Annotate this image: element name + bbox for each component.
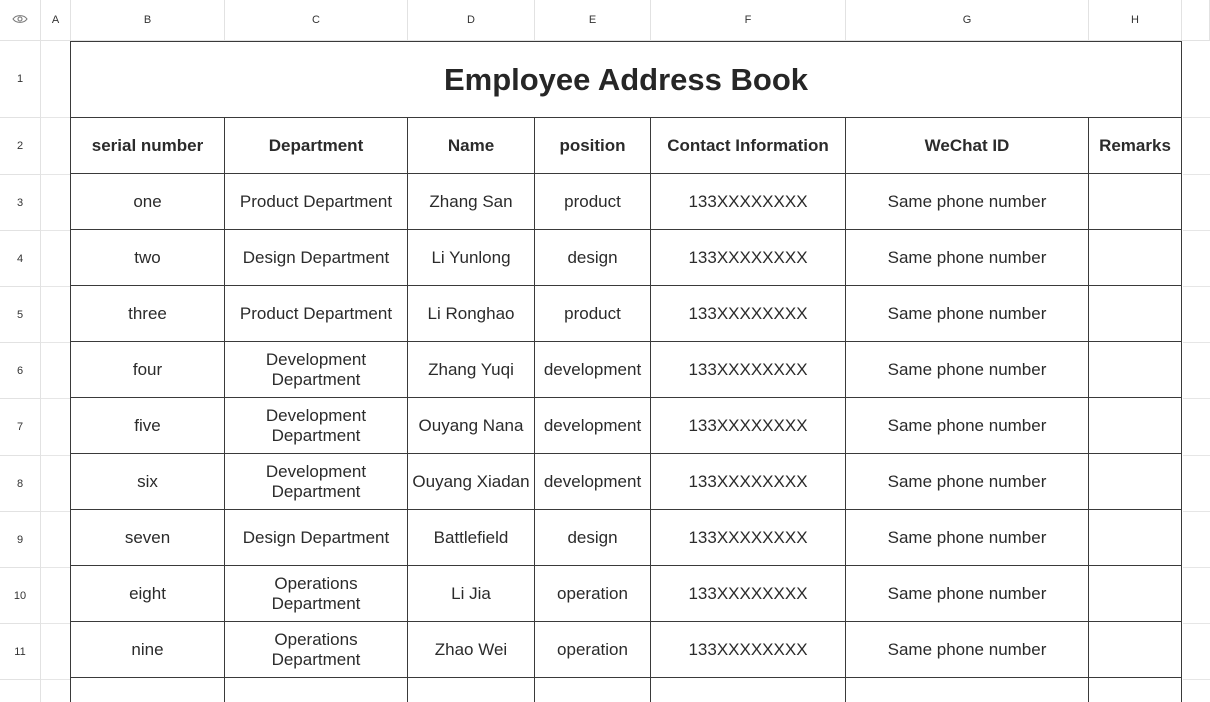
cell-wechat-id[interactable]: Same phone number [846,454,1089,510]
gridline [41,174,70,175]
cell-serial-number[interactable]: nine [71,622,225,678]
cell-remarks[interactable] [1089,566,1182,622]
row-header-1[interactable]: 1 [0,41,41,118]
cell-serial-number[interactable] [71,678,225,702]
cell-remarks[interactable] [1089,286,1182,342]
column-header-f[interactable]: F [651,0,846,41]
gridline [1183,623,1210,624]
gridline [1183,174,1210,175]
cell-position[interactable]: design [535,230,651,286]
header-serial-number[interactable]: serial number [71,118,225,174]
row-header-2[interactable]: 2 [0,118,41,175]
cell-position[interactable]: development [535,342,651,398]
gridline [1183,398,1210,399]
select-all-corner[interactable] [0,0,41,41]
cell-wechat-id[interactable]: Same phone number [846,398,1089,454]
gridline [1183,567,1210,568]
header-wechat-id[interactable]: WeChat ID [846,118,1089,174]
cell-contact-information[interactable]: 133XXXXXXXX [651,342,846,398]
cell-wechat-id[interactable]: Same phone number [846,342,1089,398]
header-department[interactable]: Department [225,118,408,174]
row-header-10[interactable]: 10 [0,568,41,624]
cell-serial-number[interactable]: two [71,230,225,286]
cell-remarks[interactable] [1089,342,1182,398]
address-book-table [70,41,1182,702]
cell-contact-information[interactable]: 133XXXXXXXX [651,510,846,566]
trailing-gridline [1182,41,1210,702]
column-header-a[interactable]: A [41,0,71,41]
header-contact-information[interactable]: Contact Information [651,118,846,174]
header-position[interactable]: position [535,118,651,174]
column-header-e[interactable]: E [535,0,651,41]
gridline [41,455,70,456]
table-row [71,454,1182,510]
gridline [1183,230,1210,231]
cell-position[interactable]: product [535,286,651,342]
cell-wechat-id[interactable]: Same phone number [846,622,1089,678]
column-header-h[interactable]: H [1089,0,1182,41]
cell-serial-number[interactable]: six [71,454,225,510]
column-header-d[interactable]: D [408,0,535,41]
cell-contact-information[interactable]: 133XXXXXXXX [651,230,846,286]
cell-contact-information[interactable]: 133XXXXXXXX [651,398,846,454]
cell-position[interactable]: design [535,510,651,566]
gridline [41,623,70,624]
cell-position[interactable] [535,678,651,702]
gridline [41,679,70,680]
table-row [71,510,1182,566]
gridline [41,398,70,399]
cell-position[interactable]: development [535,454,651,510]
gridline [1183,117,1210,118]
title-row [71,42,1182,118]
cell-remarks[interactable] [1089,174,1182,230]
gridline [41,567,70,568]
cell-department[interactable]: Product Department [225,174,408,230]
header-remarks[interactable]: Remarks [1089,118,1182,174]
column-header-c[interactable]: C [225,0,408,41]
cell-department[interactable] [225,678,408,702]
cell-contact-information[interactable]: 133XXXXXXXX [651,286,846,342]
gridline [1183,342,1210,343]
column-header-b[interactable]: B [71,0,225,41]
cell-remarks[interactable] [1089,510,1182,566]
gridline [1183,679,1210,680]
cell-wechat-id[interactable]: Same phone number [846,566,1089,622]
cell-name[interactable] [408,678,535,702]
cell-name[interactable]: Zhang San [408,174,535,230]
table-row [71,286,1182,342]
gridline [41,342,70,343]
cell-wechat-id[interactable]: Same phone number [846,230,1089,286]
row-header-11[interactable]: 11 [0,624,41,680]
row-header-7[interactable]: 7 [0,399,41,456]
table-row [71,174,1182,230]
cell-remarks[interactable] [1089,398,1182,454]
cell-serial-number[interactable]: four [71,342,225,398]
eye-icon[interactable] [12,11,28,29]
cell-department[interactable]: Design Department [225,510,408,566]
cell-wechat-id[interactable]: Same phone number [846,174,1089,230]
cell-name[interactable]: Li Ronghao [408,286,535,342]
cell-department[interactable]: Development Department [225,398,408,454]
cell-remarks[interactable] [1089,454,1182,510]
sheet-title[interactable]: Employee Address Book [71,42,1182,118]
gridline [1183,286,1210,287]
row-header-3[interactable]: 3 [0,175,41,231]
gridline [41,511,70,512]
row-header-6[interactable]: 6 [0,343,41,399]
column-header-blank[interactable] [1182,0,1210,41]
row-header-4[interactable]: 4 [0,231,41,287]
cell-contact-information[interactable]: 133XXXXXXXX [651,174,846,230]
cell-wechat-id[interactable] [846,678,1089,702]
cell-department[interactable]: Design Department [225,230,408,286]
gridline [41,230,70,231]
cell-serial-number[interactable]: five [71,398,225,454]
gridline [1183,455,1210,456]
gridline [1183,511,1210,512]
cell-serial-number[interactable]: seven [71,510,225,566]
table-row [71,342,1182,398]
cell-contact-information[interactable]: 133XXXXXXXX [651,566,846,622]
table-row [71,622,1182,678]
cell-position[interactable]: product [535,174,651,230]
gridline [41,286,70,287]
cell-name[interactable]: Li Yunlong [408,230,535,286]
cell-department[interactable]: Product Department [225,286,408,342]
header-row [71,118,1182,174]
cell-serial-number[interactable]: one [71,174,225,230]
table-row-partial [71,678,1182,702]
cell-department[interactable]: Development Department [225,342,408,398]
cell-position[interactable]: operation [535,622,651,678]
cell-remarks[interactable] [1089,678,1182,702]
cell-department[interactable]: Operations Department [225,622,408,678]
cell-remarks[interactable] [1089,622,1182,678]
cell-wechat-id[interactable]: Same phone number [846,286,1089,342]
cell-remarks[interactable] [1089,230,1182,286]
cell-department[interactable]: Development Department [225,454,408,510]
header-name[interactable]: Name [408,118,535,174]
cell-position[interactable]: development [535,398,651,454]
cell-name[interactable]: Battlefield [408,510,535,566]
column-a-gridline [41,41,71,702]
table-row [71,398,1182,454]
gridline [41,117,70,118]
row-header-8[interactable]: 8 [0,456,41,512]
cell-name[interactable]: Ouyang Nana [408,398,535,454]
cell-department[interactable]: Operations Department [225,566,408,622]
cell-serial-number[interactable]: three [71,286,225,342]
row-header-5[interactable]: 5 [0,287,41,343]
cell-contact-information[interactable] [651,678,846,702]
table-row [71,566,1182,622]
cell-name[interactable]: Zhao Wei [408,622,535,678]
cell-contact-information[interactable]: 133XXXXXXXX [651,622,846,678]
cell-name[interactable]: Ouyang Xiadan [408,454,535,510]
column-header-g[interactable]: G [846,0,1089,41]
cell-contact-information[interactable]: 133XXXXXXXX [651,454,846,510]
cell-position[interactable]: operation [535,566,651,622]
cell-name[interactable]: Zhang Yuqi [408,342,535,398]
cell-name[interactable]: Li Jia [408,566,535,622]
row-header-9[interactable]: 9 [0,512,41,568]
cell-wechat-id[interactable]: Same phone number [846,510,1089,566]
cell-serial-number[interactable]: eight [71,566,225,622]
table-row [71,230,1182,286]
row-header-12[interactable] [0,680,41,702]
